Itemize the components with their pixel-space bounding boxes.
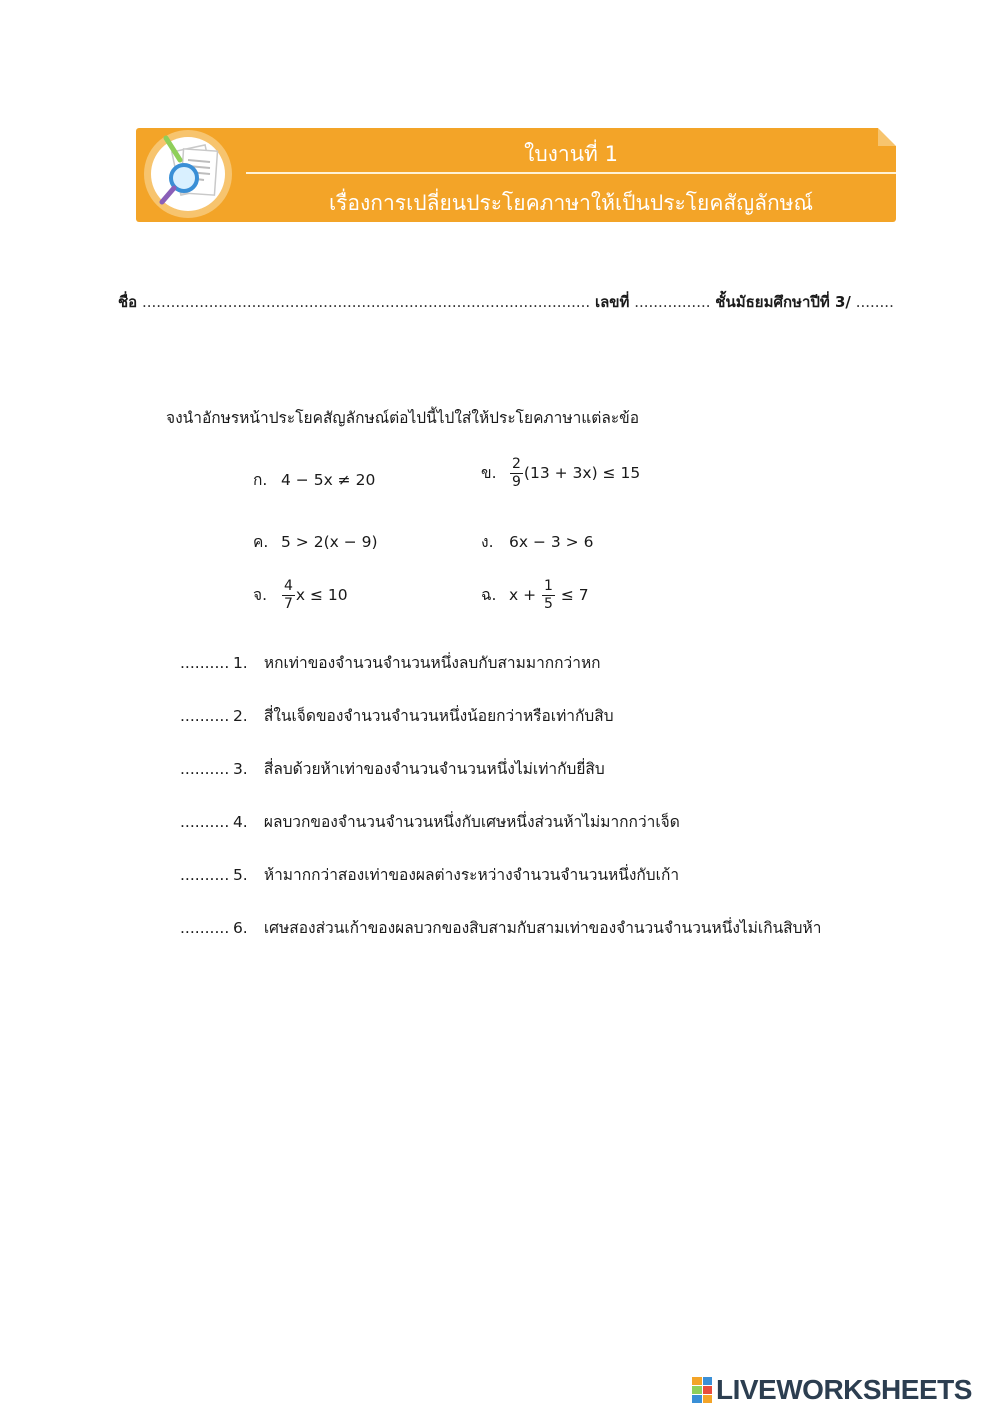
choice-expression-after: ≤ 7 — [560, 586, 589, 604]
magnifier-documents-icon — [144, 130, 248, 234]
question-number: 6. — [232, 919, 248, 937]
question-text: ห้ามากกว่าสองเท่าของผลต่างระหว่างจำนวนจำนวนหนึ่งกับเก้า — [263, 866, 680, 884]
choice-label: จ. — [253, 586, 268, 604]
choice-d — [481, 529, 593, 554]
logo-mark-icon — [692, 1377, 712, 1403]
fraction-denominator: 7 — [284, 596, 293, 612]
question-number: 1. — [232, 654, 248, 672]
choice-expression-before: x + — [509, 586, 537, 604]
fraction-numerator: 1 — [544, 578, 553, 594]
choice-b — [481, 456, 640, 491]
question-row — [180, 809, 680, 834]
question-row — [180, 862, 679, 887]
answer-blank[interactable]: .......... — [180, 707, 230, 725]
question-row — [180, 915, 821, 940]
question-number: 3. — [232, 760, 248, 778]
banner-divider — [246, 172, 896, 174]
header-banner — [136, 128, 896, 222]
name-blank[interactable]: .............................................................................................. — [141, 293, 591, 311]
choice-label: ง. — [481, 533, 494, 551]
choice-label: ค. — [253, 533, 269, 551]
question-row — [180, 650, 601, 675]
fraction — [510, 456, 523, 491]
answer-blank[interactable]: .......... — [180, 813, 230, 831]
choice-c — [253, 529, 378, 554]
question-number: 5. — [232, 866, 248, 884]
number-label: เลขที่ — [594, 293, 630, 311]
fraction — [542, 578, 555, 613]
choice-a — [253, 467, 375, 492]
question-text: หกเท่าของจำนวนจำนวนหนึ่งลบกับสามมากกว่าหก — [263, 654, 601, 672]
choice-expression: (13 + 3x) ≤ 15 — [523, 464, 641, 482]
question-row — [180, 756, 605, 781]
worksheet-subtitle: เรื่องการเปลี่ยนประโยคภาษาให้เป็นประโยคสัญลักษณ์ — [328, 191, 814, 215]
question-text: เศษสองส่วนเก้าของผลบวกของสิบสามกับสามเท่าของจำนวนจำนวนหนึ่งไม่เกินสิบห้า — [263, 919, 822, 937]
fraction-numerator: 4 — [284, 578, 293, 594]
choice-label: ก. — [253, 471, 268, 489]
choice-f — [481, 578, 589, 613]
choice-label: ฉ. — [481, 586, 497, 604]
student-info-line — [118, 290, 894, 314]
choice-expression: 4 − 5x ≠ 20 — [281, 471, 376, 489]
choice-e — [253, 578, 348, 613]
choice-expression: 5 > 2(x − 9) — [281, 533, 378, 551]
choice-label: ข. — [481, 464, 497, 482]
choice-expression: 6x − 3 > 6 — [509, 533, 594, 551]
liveworksheets-logo[interactable] — [692, 1374, 972, 1406]
question-number: 4. — [232, 813, 248, 831]
question-text: สี่ลบด้วยห้าเท่าของจำนวนจำนวนหนึ่งไม่เท่ากับยี่สิบ — [263, 760, 605, 778]
fraction-numerator: 2 — [512, 456, 521, 472]
answer-blank[interactable]: .......... — [180, 919, 230, 937]
fraction — [282, 578, 295, 613]
instruction-text: จงนำอักษรหน้าประโยคสัญลักษณ์ต่อไปนี้ไปใส่ให้ประโยคภาษาแต่ละข้อ — [166, 409, 640, 427]
class-blank[interactable]: ........ — [855, 293, 894, 311]
name-label: ชื่อ — [118, 293, 138, 311]
question-row — [180, 703, 614, 728]
logo-text: LIVEWORKSHEETS — [716, 1374, 972, 1405]
answer-blank[interactable]: .......... — [180, 760, 230, 778]
worksheet-title: ใบงานที่ 1 — [524, 142, 618, 166]
answer-blank[interactable]: .......... — [180, 866, 230, 884]
number-blank[interactable]: ................ — [634, 293, 711, 311]
choice-expression: x ≤ 10 — [295, 586, 348, 604]
question-text: ผลบวกของจำนวนจำนวนหนึ่งกับเศษหนึ่งส่วนห้าไม่มากกว่าเจ็ด — [263, 813, 680, 831]
answer-blank[interactable]: .......... — [180, 654, 230, 672]
question-number: 2. — [232, 707, 248, 725]
fraction-denominator: 5 — [544, 596, 553, 612]
class-label: ชั้นมัธยมศึกษาปีที่ 3/ — [715, 293, 851, 311]
question-text: สี่ในเจ็ดของจำนวนจำนวนหนึ่งน้อยกว่าหรือเท่ากับสิบ — [263, 707, 614, 725]
fraction-denominator: 9 — [512, 474, 521, 490]
